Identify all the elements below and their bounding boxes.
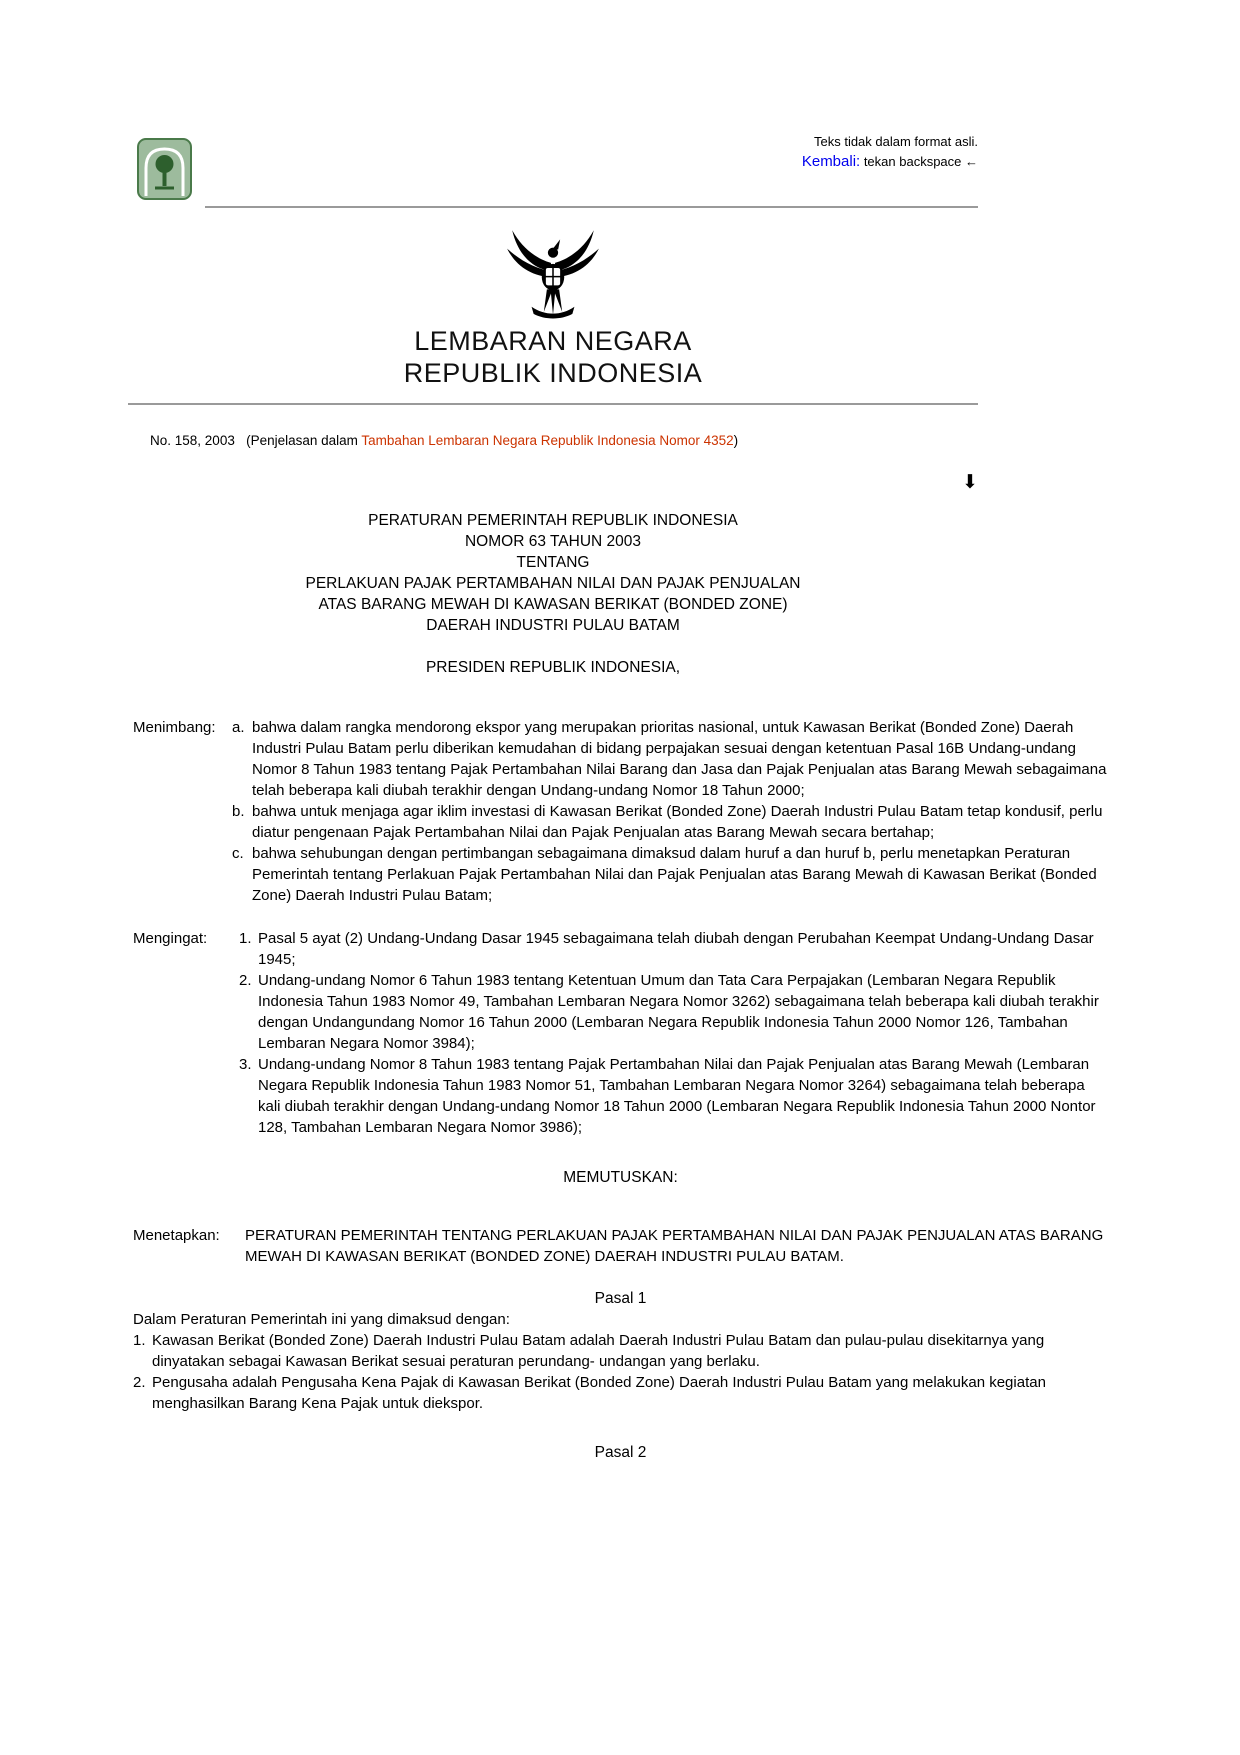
item-text: Undang-undang Nomor 6 Tahun 1983 tentang Ketentuan Umum dan Tata Cara Perpajakan (Lembaran Negara Republik Indonesia Tahun 1983 Nomor 49, Tambahan Lembaran Negara Nomor 3262) sebagaimana telah beberapa kali diubah terakhir dengan Undangundang Nomor 16 Tahun 2000 (Lembaran Negara Republik Indonesia Tahun 2000 Nomor 126, Tambahan Lembaran Negara Nomor 3984);: [258, 972, 1099, 1052]
tambahan-link[interactable]: Tambahan Lembaran Negara Republik Indonesia Nomor 4352: [361, 433, 734, 448]
item-marker: 1.: [133, 1332, 146, 1349]
back-link[interactable]: Kembali:: [801, 153, 861, 170]
list-item: [239, 1054, 1108, 1138]
item-text: bahwa dalam rangka mendorong ekspor yang merupakan prioritas nasional, untuk Kawasan Berikat (Bonded Zone) Daerah Industri Pulau Batam perlu diberikan kemudahan di bidang perpajakan sesuai dengan ketentuan Pasal 16B Undang-undang Nomor 8 Tahun 1983 tentang Pajak Pertambahan Nilai Barang dan Jasa dan Pajak Penjualan atas Barang Mewah sebagaimana telah beberapa kali diubah terakhir dengan Undang-undang Nomor 18 Tahun 2000;: [252, 719, 1107, 799]
presiden-line: PRESIDEN REPUBLIK INDONESIA,: [425, 659, 681, 676]
item-marker: 3.: [239, 1056, 252, 1073]
title-line: PERLAKUAN PAJAK PERTAMBAHAN NILAI DAN PAJAK PENJUALAN: [305, 575, 801, 592]
list-item: [232, 717, 1108, 801]
memutuskan-heading: MEMUTUSKAN:: [563, 1169, 678, 1186]
mengingat-label: Mengingat:: [133, 930, 208, 947]
format-note: Teks tidak dalam format asli.: [813, 134, 978, 149]
menimbang-label: Menimbang:: [133, 719, 216, 736]
item-marker: 1.: [239, 930, 252, 947]
pasal-1-list: [133, 1330, 1108, 1414]
mengingat-items: [232, 928, 1108, 1138]
gazette-meta: [135, 414, 1240, 468]
title-line: NOMOR 63 TAHUN 2003: [464, 533, 641, 550]
list-item: [239, 970, 1108, 1054]
item-marker: 2.: [133, 1374, 146, 1391]
item-marker: 2.: [239, 972, 252, 989]
gazette-meta-close: ): [733, 433, 739, 448]
item-marker: c.: [232, 845, 244, 862]
gazette-number: No. 158, 2003 (Penjelasan dalam: [150, 433, 362, 448]
item-text: bahwa sehubungan dengan pertimbangan sebagaimana dimaksud dalam huruf a dan huruf b, perlu menetapkan Peraturan Pemerintah tentang Perlakuan Pajak Pertambahan Nilai dan Pajak Penjualan atas Barang Mewah di Kawasan Berikat (Bonded Zone) Daerah Industri Pulau Batam;: [252, 845, 1097, 904]
masthead: [128, 208, 978, 389]
masthead-title-2: REPUBLIK INDONESIA: [403, 358, 703, 388]
title-line: TENTANG: [516, 554, 590, 571]
garuda-emblem-icon: [503, 218, 603, 325]
pasal-1-intro: Dalam Peraturan Pemerintah ini yang dimaksud dengan:: [133, 1311, 510, 1328]
menimbang-section: [133, 717, 1108, 906]
title-line: PERATURAN PEMERINTAH REPUBLIK INDONESIA: [368, 512, 738, 529]
back-instruction-line: [802, 151, 978, 172]
masthead-title-1: LEMBARAN NEGARA: [414, 326, 692, 356]
item-text: Kawasan Berikat (Bonded Zone) Daerah Industri Pulau Batam adalah Daerah Industri Pulau Batam dan pulau-pulau disekitarnya yang dinyatakan sebagai Kawasan Berikat sesuai peraturan perundang- undangan yang berlaku.: [152, 1332, 1045, 1370]
list-item: [133, 1372, 1108, 1414]
item-text: bahwa untuk menjaga agar iklim investasi di Kawasan Berikat (Bonded Zone) Daerah Industri Pulau Batam tetap kondusif, perlu diatur pengenaan Pajak Pertambahan Nilai dan Pajak Penjualan atas Barang Mewah secara bertahap;: [252, 803, 1103, 841]
pasal-1-heading: Pasal 1: [594, 1290, 647, 1307]
document-body: [133, 717, 1108, 1463]
menetapkan-label: Menetapkan:: [133, 1227, 220, 1244]
menimbang-items: [232, 717, 1108, 906]
mengingat-section: [133, 928, 1108, 1138]
item-marker: b.: [232, 803, 245, 820]
menetapkan-section: [133, 1225, 1108, 1267]
back-instruction: tekan backspace ←: [860, 154, 978, 169]
divider-masthead: [128, 403, 978, 405]
item-text: Pasal 5 ayat (2) Undang-Undang Dasar 1945 sebagaimana telah diubah dengan Perubahan Keempat Undang-Undang Dasar 1945;: [258, 930, 1094, 968]
item-text: Undang-undang Nomor 8 Tahun 1983 tentang Pajak Pertambahan Nilai dan Pajak Penjualan atas Barang Mewah (Lembaran Negara Republik Indonesia Tahun 1983 Nomor 51, Tambahan Lembaran Negara Nomor 3264) sebagaimana telah beberapa kali diubah terakhir dengan Undang-undang Nomor 18 Tahun 2000 (Lembaran Negara Republik Indonesia Tahun 2000 Nontor 128, Tambahan Lembaran Negara Nomor 3986);: [258, 1056, 1096, 1136]
pasal-2-heading: Pasal 2: [594, 1444, 647, 1461]
list-item: [133, 1330, 1108, 1372]
title-line: DAERAH INDUSTRI PULAU BATAM: [426, 617, 680, 634]
menetapkan-text: PERATURAN PEMERINTAH TENTANG PERLAKUAN PAJAK PERTAMBAHAN NILAI DAN PAJAK PENJUALAN ATAS BARANG MEWAH DI KAWASAN BERIKAT (BONDED ZONE) DAERAH INDUSTRI PULAU BATAM.: [245, 1227, 1104, 1265]
title-line: ATAS BARANG MEWAH DI KAWASAN BERIKAT (BONDED ZONE): [318, 596, 788, 613]
regulation-title: [128, 510, 978, 636]
down-arrow-icon[interactable]: ⬇: [962, 471, 978, 493]
item-marker: a.: [232, 719, 245, 736]
site-logo: [137, 138, 192, 200]
green-tree-logo-icon: [137, 138, 192, 200]
list-item: [232, 843, 1108, 906]
list-item: [239, 928, 1108, 970]
page-header: [0, 0, 1240, 206]
header-note: [802, 132, 978, 172]
arrow-row: [128, 470, 978, 494]
item-text: Pengusaha adalah Pengusaha Kena Pajak di Kawasan Berikat (Bonded Zone) Daerah Industri Pulau Batam yang melakukan kegiatan menghasilkan Barang Kena Pajak untuk diekspor.: [152, 1374, 1046, 1412]
list-item: [232, 801, 1108, 843]
